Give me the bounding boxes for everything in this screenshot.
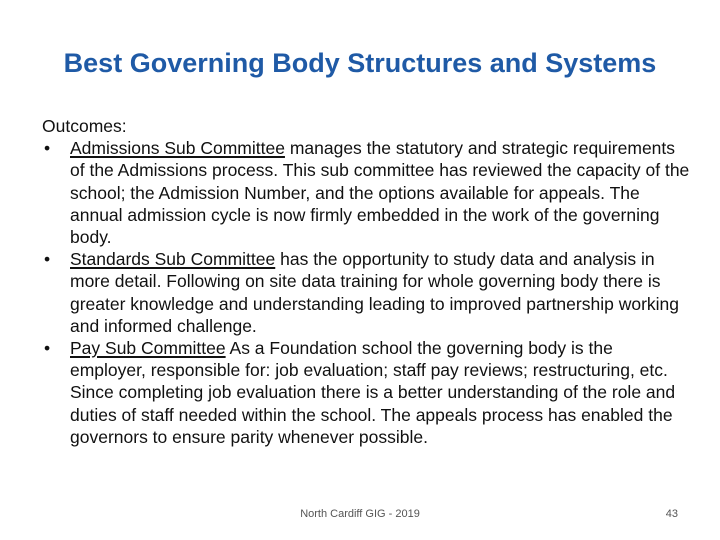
committee-name: Pay Sub Committee: [70, 338, 226, 359]
bullet-icon: •: [44, 338, 51, 359]
committee-description: As a Foundation school the governing body is the employer, responsible for: job evaluation; staff pay reviews; restructuring, etc. Since completing job evaluation there is a better understanding of the role and duties of staff needed within the school. The appeals process has enabled the governors to ensure parity whenever possible.: [70, 338, 676, 447]
outcomes-label: Outcomes:: [42, 116, 127, 136]
committee-name: Standards Sub Committee: [70, 249, 276, 270]
list-item-pay: [42, 337, 692, 448]
footer-text: North Cardiff GIG - 2019: [300, 508, 420, 520]
bullet-icon: •: [44, 138, 51, 159]
slide-body: [42, 115, 692, 448]
outcomes-list: [42, 137, 692, 448]
page-number: 43: [665, 508, 678, 520]
committee-name: Admissions Sub Committee: [70, 138, 285, 159]
list-item-standards: [42, 248, 692, 337]
bullet-icon: •: [44, 249, 51, 270]
list-item-admissions: [42, 137, 692, 248]
committee-description: manages the statutory and strategic requirements of the Admissions process. This sub committee has reviewed the capacity of the school; the Admission Number, and the options available for appeals. The annual admission cycle is now firmly embedded in the work of the governing body.: [70, 138, 690, 248]
slide-title: Best Governing Body Structures and Systems: [63, 48, 657, 78]
committee-description: has the opportunity to study data and analysis in more detail. Following on site data training for whole governing body there is greater knowledge and understanding leading to improved partnership working and informed challenge.: [70, 249, 679, 336]
